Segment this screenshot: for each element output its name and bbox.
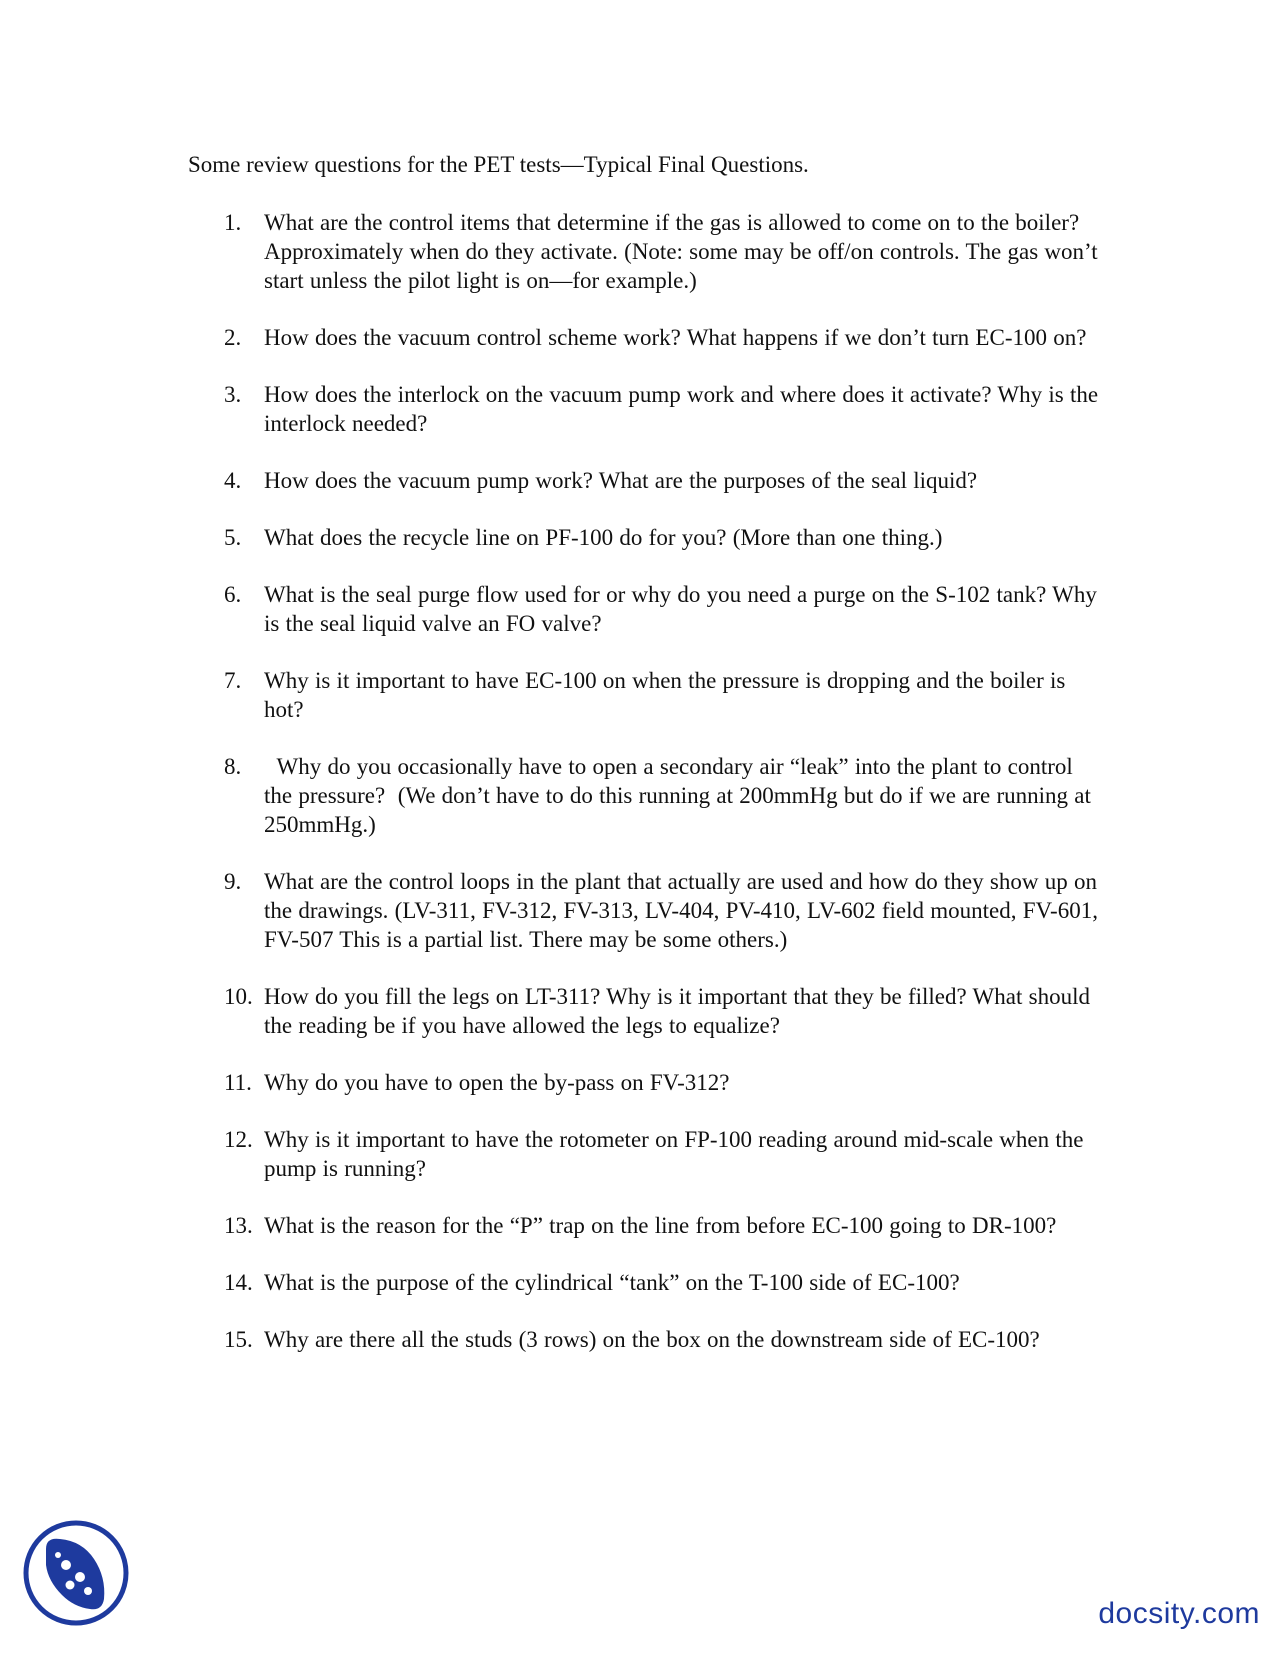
docsity-brand-link[interactable]: docsity.com: [1098, 1597, 1260, 1630]
question-number: 8.: [224, 754, 242, 779]
question-number: 6.: [224, 582, 242, 607]
question-text: What is the purpose of the cylindrical “tank” on the T-100 side of EC-100?: [264, 1270, 960, 1295]
list-item: [224, 523, 1104, 552]
list-item: [224, 867, 1104, 954]
question-number: 1.: [224, 210, 242, 235]
question-text: How does the interlock on the vacuum pump work and where does it activate? Why is the interlock needed?: [264, 382, 1099, 436]
question-number: 7.: [224, 668, 242, 693]
list-item: [224, 323, 1104, 352]
question-list: [224, 208, 1104, 1382]
question-number: 12.: [224, 1127, 253, 1152]
question-number: 4.: [224, 468, 242, 493]
question-number: 10.: [224, 984, 253, 1009]
list-item: [224, 1325, 1104, 1354]
question-text: Why is it important to have EC-100 on when the pressure is dropping and the boiler is hot?: [264, 668, 1066, 722]
question-text: How does the vacuum pump work? What are the purposes of the seal liquid?: [264, 468, 978, 493]
list-item: [224, 580, 1104, 638]
question-text: How does the vacuum control scheme work? What happens if we don’t turn EC-100 on?: [264, 325, 1087, 350]
question-text: What is the reason for the “P” trap on the line from before EC-100 going to DR-100?: [264, 1213, 1057, 1238]
list-item: [224, 752, 1104, 839]
list-item: [224, 1125, 1104, 1183]
question-number: 15.: [224, 1327, 253, 1352]
list-item: [224, 208, 1104, 295]
question-text: Why is it important to have the rotometer on FP-100 reading around mid-scale when the pump is running?: [264, 1127, 1084, 1181]
list-item: [224, 982, 1104, 1040]
question-text: Why do you have to open the by-pass on FV-312?: [264, 1070, 730, 1095]
list-item: [224, 380, 1104, 438]
question-number: 14.: [224, 1270, 253, 1295]
question-text: What is the seal purge flow used for or why do you need a purge on the S-102 tank? Why is the seal liquid valve an FO valve?: [264, 582, 1097, 636]
question-text: What are the control items that determine if the gas is allowed to come on to the boiler? Approximately when do they activate. (Note: some may be off/on controls. The gas won’t start unless the pilot light is on—for example.): [264, 210, 1098, 293]
list-item: [224, 1268, 1104, 1297]
question-text: What are the control loops in the plant that actually are used and how do they show up on the drawings. (LV-311, FV-312, FV-313, LV-404, PV-410, LV-602 field mounted, FV-601, FV-507 This is a partial list. There may be some others.): [264, 869, 1098, 952]
list-item: [224, 1211, 1104, 1240]
page-title: Some review questions for the PET tests—Typical Final Questions.: [188, 152, 809, 177]
question-number: 2.: [224, 325, 242, 350]
question-text: What does the recycle line on PF-100 do for you? (More than one thing.): [264, 525, 943, 550]
list-item: [224, 666, 1104, 724]
question-number: 13.: [224, 1213, 253, 1238]
question-number: 3.: [224, 382, 242, 407]
docsity-logo-icon[interactable]: [22, 1519, 130, 1627]
question-text: How do you fill the legs on LT-311? Why is it important that they be filled? What should the reading be if you have allowed the legs to equalize?: [264, 984, 1090, 1038]
question-number: 9.: [224, 869, 242, 894]
question-number: 5.: [224, 525, 242, 550]
question-text: Why do you occasionally have to open a secondary air “leak” into the plant to control the pressure? (We don’t have to do this running at 200mmHg but do if we are running at 250mmHg.): [264, 754, 1098, 837]
question-text: Why are there all the studs (3 rows) on the box on the downstream side of EC-100?: [264, 1327, 1040, 1352]
list-item: [224, 1068, 1104, 1097]
list-item: [224, 466, 1104, 495]
question-number: 11.: [224, 1070, 252, 1095]
